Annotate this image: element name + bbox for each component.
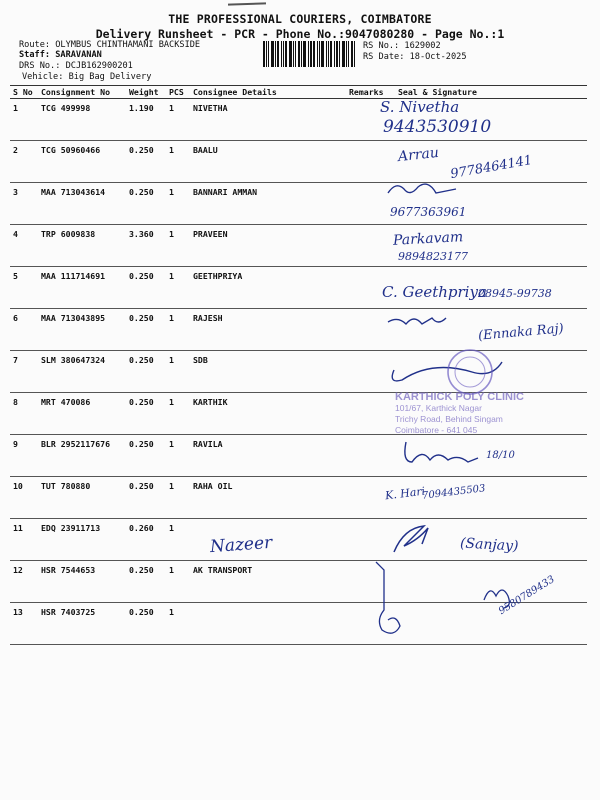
cell-consignment: HSR 7544653 bbox=[38, 561, 126, 603]
cell-weight: 0.250 bbox=[126, 267, 166, 309]
cell-remarks bbox=[346, 393, 390, 435]
signature-10-name: K. Hari bbox=[384, 484, 426, 503]
cell-consignment: TCG 499998 bbox=[38, 99, 126, 141]
rs-no-value: 1629002 bbox=[404, 41, 441, 51]
rs-date-value: 18-Oct-2025 bbox=[409, 52, 467, 62]
col-consignee: Consignee Details bbox=[190, 86, 346, 99]
col-signature: Seal & Signature bbox=[390, 86, 587, 99]
route-value: OLYMBUS CHINTHAMANI BACKSIDE bbox=[55, 40, 201, 50]
signature-5-phone: 28945-99738 bbox=[478, 287, 552, 300]
cell-sno: 11 bbox=[10, 519, 38, 561]
rs-no-line bbox=[363, 41, 441, 52]
cell-weight: 0.250 bbox=[126, 561, 166, 603]
cell-consignment: BLR 2952117676 bbox=[38, 435, 126, 477]
cell-consignee: RAJESH bbox=[190, 309, 346, 351]
cell-sno: 3 bbox=[10, 183, 38, 225]
cell-pcs: 1 bbox=[166, 351, 190, 393]
cell-sno: 12 bbox=[10, 561, 38, 603]
runsheet-barcode bbox=[263, 41, 358, 67]
signature-4-name: Parkavam bbox=[392, 229, 464, 249]
signature-5-name: C. Geethpriya bbox=[382, 283, 487, 301]
cell-consignee: NIVETHA bbox=[190, 99, 346, 141]
company-name: THE PROFESSIONAL COURIERS, COIMBATORE bbox=[168, 12, 432, 26]
vehicle-line bbox=[22, 72, 151, 83]
cell-remarks bbox=[346, 141, 390, 183]
stamp-line-3: Coimbatore - 641 045 bbox=[395, 425, 478, 435]
signature-1-name: S. Nivetha bbox=[380, 98, 460, 116]
cell-pcs: 1 bbox=[166, 477, 190, 519]
rs-no-label: RS No.: bbox=[363, 41, 400, 51]
cell-pcs: 1 bbox=[166, 183, 190, 225]
cell-weight: 0.260 bbox=[126, 519, 166, 561]
cell-consignment: MRT 470086 bbox=[38, 393, 126, 435]
cell-remarks bbox=[346, 477, 390, 519]
signature-6-name: (Ennaka Raj) bbox=[477, 321, 565, 344]
cell-pcs: 1 bbox=[166, 267, 190, 309]
cell-remarks bbox=[346, 351, 390, 393]
cell-consignee: GEETHPRIYA bbox=[190, 267, 346, 309]
cell-consignment: MAA 713043614 bbox=[38, 183, 126, 225]
route-label: Route: bbox=[19, 40, 51, 50]
cell-consignment: TCG 50960466 bbox=[38, 141, 126, 183]
route-line bbox=[19, 40, 200, 51]
cell-signature bbox=[390, 561, 587, 603]
table-header-row bbox=[10, 86, 587, 99]
signature-4-phone: 9894823177 bbox=[398, 250, 468, 263]
cell-pcs: 1 bbox=[166, 393, 190, 435]
cell-consignee: BANNARI AMMAN bbox=[190, 183, 346, 225]
runsheet-title: Delivery Runsheet - PCR - Phone No.:9047080280 - Page No.:1 bbox=[95, 27, 505, 41]
cell-pcs: 1 bbox=[166, 519, 190, 561]
cell-consignee: AK TRANSPORT bbox=[190, 561, 346, 603]
cell-sno: 1 bbox=[10, 99, 38, 141]
cell-sno: 2 bbox=[10, 141, 38, 183]
table-row bbox=[10, 351, 587, 393]
cell-pcs: 1 bbox=[166, 603, 190, 645]
cell-consignee: PRAVEEN bbox=[190, 225, 346, 267]
staff-label: Staff: bbox=[19, 50, 51, 60]
signature-13-phone: 9580789433 bbox=[496, 573, 557, 618]
cell-weight: 0.250 bbox=[126, 477, 166, 519]
cell-weight: 1.190 bbox=[126, 99, 166, 141]
cell-sno: 10 bbox=[10, 477, 38, 519]
col-sno: S No bbox=[10, 86, 38, 99]
stamp-name: KARTHICK POLY CLINIC bbox=[395, 391, 524, 403]
signature-11-name: (Sanjay) bbox=[459, 535, 519, 555]
cell-remarks bbox=[346, 603, 390, 645]
signature-1-phone: 9443530910 bbox=[383, 117, 492, 137]
col-pcs: PCS bbox=[166, 86, 190, 99]
staff-line bbox=[19, 50, 102, 61]
stamp-line-2: Trichy Road, Behind Singam bbox=[395, 414, 503, 424]
cell-remarks bbox=[346, 435, 390, 477]
handwritten-remark: Nazeer bbox=[209, 532, 273, 558]
cell-sno: 4 bbox=[10, 225, 38, 267]
cell-remarks bbox=[346, 561, 390, 603]
cell-consignee: SDB bbox=[190, 351, 346, 393]
signature-9-date: 18/10 bbox=[486, 450, 515, 461]
cell-consignment: SLM 380647324 bbox=[38, 351, 126, 393]
cell-pcs: 1 bbox=[166, 99, 190, 141]
cell-remarks bbox=[346, 309, 390, 351]
cell-consignee: RAHA OIL bbox=[190, 477, 346, 519]
staff-value: SARAVANAN bbox=[55, 50, 102, 60]
cell-sno: 8 bbox=[10, 393, 38, 435]
cell-weight: 0.250 bbox=[126, 351, 166, 393]
scan-mark bbox=[228, 2, 266, 5]
rs-date-line bbox=[363, 52, 467, 63]
vehicle-value: Big Bag Delivery bbox=[68, 72, 152, 82]
cell-weight: 0.250 bbox=[126, 435, 166, 477]
stamp-line-1: 101/67, Karthick Nagar bbox=[395, 403, 482, 413]
cell-consignment: MAA 111714691 bbox=[38, 267, 126, 309]
cell-pcs: 1 bbox=[166, 309, 190, 351]
table-row bbox=[10, 561, 587, 603]
clinic-stamp bbox=[395, 392, 580, 436]
signature-2-name: Arrau bbox=[397, 144, 440, 166]
cell-consignee: BAALU bbox=[190, 141, 346, 183]
cell-consignment: EDQ 23911713 bbox=[38, 519, 126, 561]
cell-remarks bbox=[346, 519, 390, 561]
cell-sno: 6 bbox=[10, 309, 38, 351]
cell-remarks bbox=[346, 183, 390, 225]
drs-label: DRS No.: bbox=[19, 61, 61, 71]
table-row bbox=[10, 225, 587, 267]
cell-consignment: HSR 7403725 bbox=[38, 603, 126, 645]
cell-consignee: RAVILA bbox=[190, 435, 346, 477]
cell-weight: 3.360 bbox=[126, 225, 166, 267]
col-remarks: Remarks bbox=[346, 86, 390, 99]
signature-10-phone: 7094435503 bbox=[421, 483, 487, 502]
cell-consignee: KARTHIK bbox=[190, 393, 346, 435]
cell-weight: 0.250 bbox=[126, 393, 166, 435]
table-row bbox=[10, 183, 587, 225]
cell-sno: 13 bbox=[10, 603, 38, 645]
cell-sno: 9 bbox=[10, 435, 38, 477]
cell-weight: 0.250 bbox=[126, 309, 166, 351]
cell-consignee bbox=[190, 603, 346, 645]
col-consignment: Consignment No bbox=[38, 86, 126, 99]
rs-date-label: RS Date: bbox=[363, 52, 405, 62]
vehicle-label: Vehicle: bbox=[22, 72, 64, 82]
cell-remarks bbox=[346, 225, 390, 267]
cell-sno: 5 bbox=[10, 267, 38, 309]
drs-line bbox=[19, 61, 133, 72]
cell-pcs: 1 bbox=[166, 141, 190, 183]
cell-consignment: MAA 713043895 bbox=[38, 309, 126, 351]
cell-weight: 0.250 bbox=[126, 141, 166, 183]
drs-value: DCJB162900201 bbox=[65, 61, 133, 71]
cell-signature bbox=[390, 351, 587, 393]
cell-consignment: TRP 6009838 bbox=[38, 225, 126, 267]
cell-weight: 0.250 bbox=[126, 603, 166, 645]
signature-3-phone: 9677363961 bbox=[390, 205, 467, 219]
cell-sno: 7 bbox=[10, 351, 38, 393]
cell-pcs: 1 bbox=[166, 435, 190, 477]
col-weight: Weight bbox=[126, 86, 166, 99]
cell-signature bbox=[390, 603, 587, 645]
cell-pcs: 1 bbox=[166, 225, 190, 267]
cell-weight: 0.250 bbox=[126, 183, 166, 225]
table-row bbox=[10, 477, 587, 519]
cell-pcs: 1 bbox=[166, 561, 190, 603]
signature-2-phone: 9778464141 bbox=[449, 152, 534, 183]
cell-consignment: TUT 780880 bbox=[38, 477, 126, 519]
table-row bbox=[10, 99, 587, 141]
